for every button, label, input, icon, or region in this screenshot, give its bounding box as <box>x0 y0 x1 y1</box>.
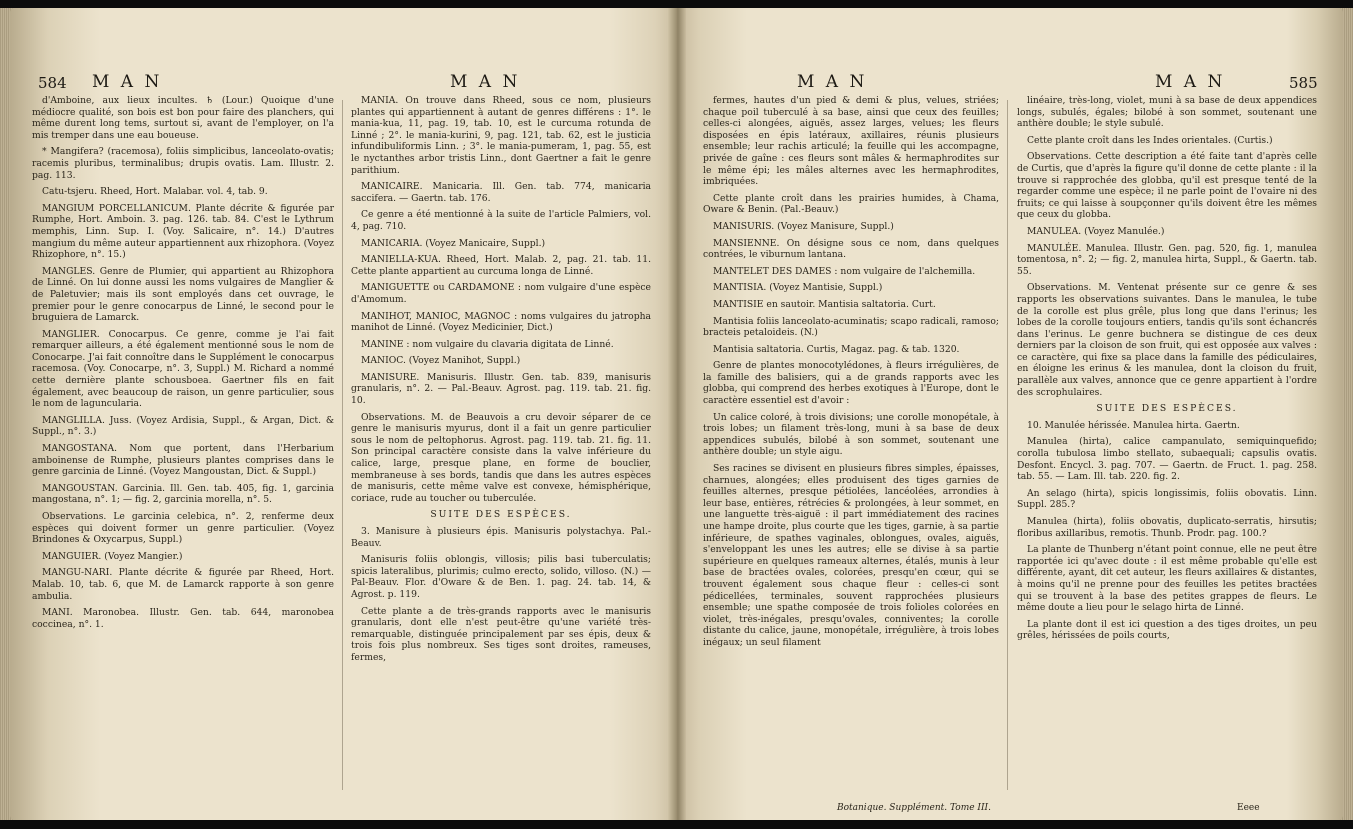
left-column-1 <box>32 95 334 635</box>
entry-paragraph: 3. Manisure à plusieurs épis. Manisuris polystachya. Pal.-Beauv. <box>351 526 651 549</box>
entry-paragraph: MANGOUSTAN. Garcinia. Ill. Gen. tab. 405, fig. 1, garcinia mangostana, n°. 1; — fig. 2, garcinia morella, n°. 5. <box>32 482 334 506</box>
entry-paragraph: Observations. Cette description a été faite tant d'après celle de Curtis, que d'après la figure qu'il donne de cette plante : il la trouve si rapprochée des globba, qu'il est presque tenté de la regarder comme une espèce; il ne parle point de l'ovaire ni des fruits; ce qui laisse à soupçonner qu'ils doivent être les mêmes que ceux du globba. <box>1017 151 1317 221</box>
right-column-2 <box>1017 95 1317 647</box>
entry-paragraph: An selago (hirta), spicis longissimis, foliis obovatis. Linn. Suppl. 285.? <box>1017 487 1317 511</box>
entry-paragraph: Cette plante croît dans les prairies humides, à Chama, Oware & Benin. (Pal.-Beauv.) <box>703 192 999 216</box>
entry-paragraph: MANTISIE en sautoir. Mantisia saltatoria. Curt. <box>713 298 936 310</box>
right-column-1 <box>703 95 999 654</box>
entry-paragraph: MANICAIRE. Manicaria. Ill. Gen. tab. 774, manicaria saccifera. — Gaertn. tab. 176. <box>351 181 651 204</box>
entry-paragraph: fermes, hautes d'un pied & demi & plus, velues, striées; chaque poil tuberculé à sa base, ainsi que ceux des feuilles; celles-ci alongées, aiguës, assez larges, velues; les fleurs disposées en épis latéraux, axillaires, réunis plusieurs ensemble; leur rachis articulé; la feuille qui les accompagne, privée de gaîne : ces fleurs sont mâles & hermaphrodites sur le même épi; les mâles alternes avec les hermaphrodites, imbriquées. <box>703 95 999 188</box>
entry-paragraph: d'Amboine, aux lieux incultes. ♄ (Lour.) Quoique d'une médiocre qualité, son bois est bon pour faire des planchers, qui même durent long tems, surtout si, avant de l'employer, on l'a mis tremper dans une eau boueuse. <box>32 95 334 141</box>
left-page-number: 584 <box>38 74 67 92</box>
entry-paragraph: MANIA. On trouve dans Rheed, sous ce nom, plusieurs plantes qui appartiennent à autant de genres différens : 1°. le mania-kua, 11, pag. 19, tab. 10, est le curcuma rotunda de Linné ; 2°. le mania-kurini, 9, pag. 121, tab. 62, est le justicia infundibuliformis Linn. ; 3°. le mania-pumeram, 1, pag. 55, est le nyctanthes arbor tristis Linn., dont Gaertner a fait le genre parithium. <box>351 95 651 176</box>
left-column-2 <box>351 95 651 669</box>
entry-paragraph: MANGU-NARI. Plante décrite & figurée par Rheed, Hort. Malab. 10, tab. 6, que M. de Lamarck rapporte à son genre ambulia. <box>32 567 334 602</box>
right-page-number: 585 <box>1289 74 1318 92</box>
entry-paragraph: Ses racines se divisent en plusieurs fibres simples, épaisses, charnues, alongées; elles produisent des tiges garnies de feuilles alternes, presque pétiolées, lancéolées, arrondies à leur base, entières, rétrécies & prolongées, à leur sommet, en une languette très-aiguë : il part immédiatement des racines une hampe droite, plus courte que les tiges, garnie, à sa partie inférieure, de spathes vaginales, oblongues, ovales, aiguës, s'enveloppant les unes les autres; elle se divise à sa partie supérieure en quelques rameaux alternes, étalés, munis à leur base de bractées ovales, colorées, presqu'en cœur, qui se trouvent également sous chaque fleur : celles-ci sont pédicellées, terminales, souvent rapprochées plusieurs ensemble; une spathe composée de trois folioles colorées en violet, très-inégales, presqu'ovales, conniventes; la corolle distante du calice, jaune, monopétale, irrégulière, à trois lobes inégaux; un seul filament <box>703 463 999 648</box>
entry-paragraph: MANTELET DES DAMES : nom vulgaire de l'alchemilla. <box>713 265 976 277</box>
entry-paragraph: Cette plante croît dans les Indes orientales. (Curtis.) <box>1027 134 1273 146</box>
column-rule <box>342 100 343 790</box>
entry-paragraph: Manisuris foliis oblongis, villosis; pilis basi tuberculatis; spicis lateralibus, plurimis; culmo erecto, solido, villoso. (N.) — Pal-Beauv. Flor. d'Oware & de Ben. 1. pag. 24. tab. 14, & Agrost. p. 119. <box>351 554 651 600</box>
entry-paragraph: SUITE DES ESPÈCES. <box>430 509 572 521</box>
entry-paragraph: 10. Manulée hérissée. Manulea hirta. Gaertn. <box>1027 419 1240 431</box>
entry-paragraph: Manulea (hirta), calice campanulato, semiquinquefido; corolla tubulosa limbo stellato, subaequali; capsulis ovatis. Desfont. Encycl. 3. pag. 707. — Gaertn. de Fruct. 1. pag. 258. tab. 55. — Lam. Ill. tab. 220. fig. 2. <box>1017 436 1317 483</box>
entry-paragraph: MANI. Maronobea. Illustr. Gen. tab. 644, maronobea coccinea, n°. 1. <box>32 607 334 630</box>
entry-paragraph: MANTISIA. (Voyez Mantisie, Suppl.) <box>713 282 883 294</box>
entry-paragraph: MANIELLA-KUA. Rheed, Hort. Malab. 2, pag. 21. tab. 11. Cette plante appartient au curcuma longa de Linné. <box>351 254 651 277</box>
book-gutter <box>668 8 686 820</box>
entry-paragraph: La plante dont il est ici question a des tiges droites, un peu grêles, hérissées de poils courts, <box>1017 618 1317 642</box>
entry-paragraph: SUITE DES ESPÈCES. <box>1096 403 1238 415</box>
entry-paragraph: MANIOC. (Voyez Manihot, Suppl.) <box>361 355 521 367</box>
entry-paragraph: MANGLES. Genre de Plumier, qui appartient au Rhizophora de Linné. On lui donne aussi les noms vulgaires de Manglier & de Paletuvier; mais ils sont employés dans cet ouvrage, le premier pour le genre conocarpus de Linné, le second pour le bruguiera de Lamarck. <box>32 265 334 324</box>
entry-paragraph: MANGLILLA. Juss. (Voyez Ardisia, Suppl., & Argan, Dict. & Suppl., n°. 3.) <box>32 414 334 438</box>
entry-paragraph: Un calice coloré, à trois divisions; une corolle monopétale, à trois lobes; un filament très-long, muni à sa base de deux appendices subulés, bilobé à son sommet, soutenant une anthère double; un style aigu. <box>703 411 999 458</box>
entry-paragraph: Mantisia foliis lanceolato-acuminatis; scapo radicali, ramoso; bracteis petaloideis. (N.) <box>703 315 999 339</box>
footer-title: Botanique. Supplément. Tome III. <box>837 803 991 813</box>
left-header-left: M A N <box>92 72 163 92</box>
entry-paragraph: Genre de plantes monocotylédones, à fleurs irrégulières, de la famille des balisiers, qui a de grands rapports avec les globba, qui comprend des herbes exotiques à l'Europe, dont le caractère essentiel est d'avoir : <box>703 360 999 407</box>
entry-paragraph: MANSIENNE. On désigne sous ce nom, dans quelques contrées, le viburnum lantana. <box>703 237 999 261</box>
entry-paragraph: Observations. Le garcinia celebica, n°. 2, renferme deux espèces qui doivent former un genre particulier. (Voyez Brindones & Oxycarpus, Suppl.) <box>32 511 334 546</box>
entry-paragraph: MANISURE. Manisuris. Illustr. Gen. tab. 839, manisuris granularis, n°. 2. — Pal.-Beauv. Agrost. pag. 119. tab. 21. fig. 10. <box>351 371 651 407</box>
entry-paragraph: La plante de Thunberg n'étant point connue, elle ne peut être rapportée ici qu'avec doute : il est même probable qu'elle est différente, ayant, dit cet auteur, les fleurs axillaires & distantes, à moins qu'il ne prenne pour des feuilles les petites bractées qui se trouvent à la base des petites grappes de fleurs. Le même doute a lieu pour le selago hirta de Linné. <box>1017 544 1317 614</box>
entry-paragraph: MANGIUM PORCELLANICUM. Plante décrite & figurée par Rumphe, Hort. Amboin. 3. pag. 126. tab. 84. C'est le Lythrum memphis, Linn. Sup. I. (Voy. Salicaire, n°. 14.) D'autres mangium du même auteur appartiennent aux rhizophora. (Voyez Rhizophore, n°. 15.) <box>32 202 334 261</box>
entry-paragraph: Observations. M. Ventenat présente sur ce genre & ses rapports les observations suivantes. Dans le manulea, le tube de la corolle est plus grêle, plus long que dans l'erinus; les lobes de la corolle toujours entiers, tandis qu'ils sont échancrés dans l'erinus. Le genre buchnera se distingue de ces deux derniers par la cloison de son fruit, qui est opposée aux valves : ce caractère, qui fixe sa place dans la famille des pédiculaires, en éloigne les erinus & les manulea, dont la cloison du fruit, parallèle aux valves, annonce que ce genre appartient à l'ordre des scrophulaires. <box>1017 282 1317 398</box>
left-header-right: M A N <box>450 72 521 92</box>
entry-paragraph: * Mangifera? (racemosa), foliis simplicibus, lanceolato-ovatis; racemis pluribus, terminalibus; drupis ovatis. Lam. Illustr. 2. pag. 113. <box>32 146 334 181</box>
right-header-left: M A N <box>797 72 868 92</box>
entry-paragraph: MANGLIER. Conocarpus. Ce genre, comme je l'ai fait remarquer ailleurs, a été également mentionné sous le nom de Conocarpe. J'ai fait connoître dans le Supplément le conocarpus racemosa. (Voy. Conocarpe, n°. 3, Suppl.) M. Richard a nommé cette dernière plante schousboea. Gaertner fils en fait également, avec beaucoup de raison, un genre particulier, sous le nom de laguncularia. <box>32 328 334 410</box>
entry-paragraph: Ce genre a été mentionné à la suite de l'article Palmiers, vol. 4, pag. 710. <box>351 209 651 232</box>
entry-paragraph: Mantisia saltatoria. Curtis, Magaz. pag. & tab. 1320. <box>713 343 960 355</box>
entry-paragraph: Cette plante a de très-grands rapports avec le manisuris granularis, dont elle n'est peut-être qu'une variété très-remarquable, distinguée principalement par ses épis, deux & trois fois plus nombreux. Ses tiges sont droites, rameuses, fermes, <box>351 605 651 663</box>
entry-paragraph: MANGOSTANA. Nom que portent, dans l'Herbarium amboinense de Rumphe, plusieurs plantes comprises dans le genre garcinia de Linné. (Voyez Mangoustan, Dict. & Suppl.) <box>32 443 334 478</box>
entry-paragraph: MANICARIA. (Voyez Manicaire, Suppl.) <box>361 237 546 249</box>
entry-paragraph: MANULÉE. Manulea. Illustr. Gen. pag. 520, fig. 1, manulea tomentosa, n°. 2; — fig. 2, manulea hirta, Suppl., & Gaertn. tab. 55. <box>1017 242 1317 277</box>
entry-paragraph: Catu-tsjeru. Rheed, Hort. Malabar. vol. 4, tab. 9. <box>42 186 268 198</box>
entry-paragraph: MANULEA. (Voyez Manulée.) <box>1027 225 1165 237</box>
entry-paragraph: MANINE : nom vulgaire du clavaria digitata de Linné. <box>361 338 614 350</box>
right-header-right: M A N <box>1155 72 1226 92</box>
entry-paragraph: MANGUIER. (Voyez Mangier.) <box>42 550 183 562</box>
entry-paragraph: MANISURIS. (Voyez Manisure, Suppl.) <box>713 220 894 232</box>
entry-paragraph: Observations. M. de Beauvois a cru devoir séparer de ce genre le manisuris myurus, dont il a fait un genre particulier sous le nom de peltophorus. Agrost. pag. 119. tab. 21. fig. 11. Son principal caractère consiste dans la valve inférieure du calice, large, presque plane, en forme de bouclier, membraneuse à ses bords, tandis que dans les autres espèces de manisuris, cette même valve est convexe, hémisphérique, coriace, rude au toucher ou tuberculée. <box>351 411 651 504</box>
entry-paragraph: linéaire, très-long, violet, muni à sa base de deux appendices longs, subulés, égales; bilobé à son sommet, soutenant une anthère double; le style subulé. <box>1017 95 1317 130</box>
signature-mark: Eeee <box>1237 803 1260 813</box>
entry-paragraph: MANIHOT, MANIOC, MAGNOC : noms vulgaires du jatropha manihot de Linné. (Voyez Medicinier, Dict.) <box>351 310 651 334</box>
entry-paragraph: Manulea (hirta), foliis obovatis, duplicato-serratis, hirsutis; floribus axillaribus, remotis. Thunb. Prodr. pag. 100.? <box>1017 516 1317 539</box>
right-page <box>677 8 1343 820</box>
left-page <box>10 8 677 820</box>
entry-paragraph: MANIGUETTE ou CARDAMONE : nom vulgaire d'une espèce d'Amomum. <box>351 282 651 305</box>
column-rule <box>1007 100 1008 790</box>
